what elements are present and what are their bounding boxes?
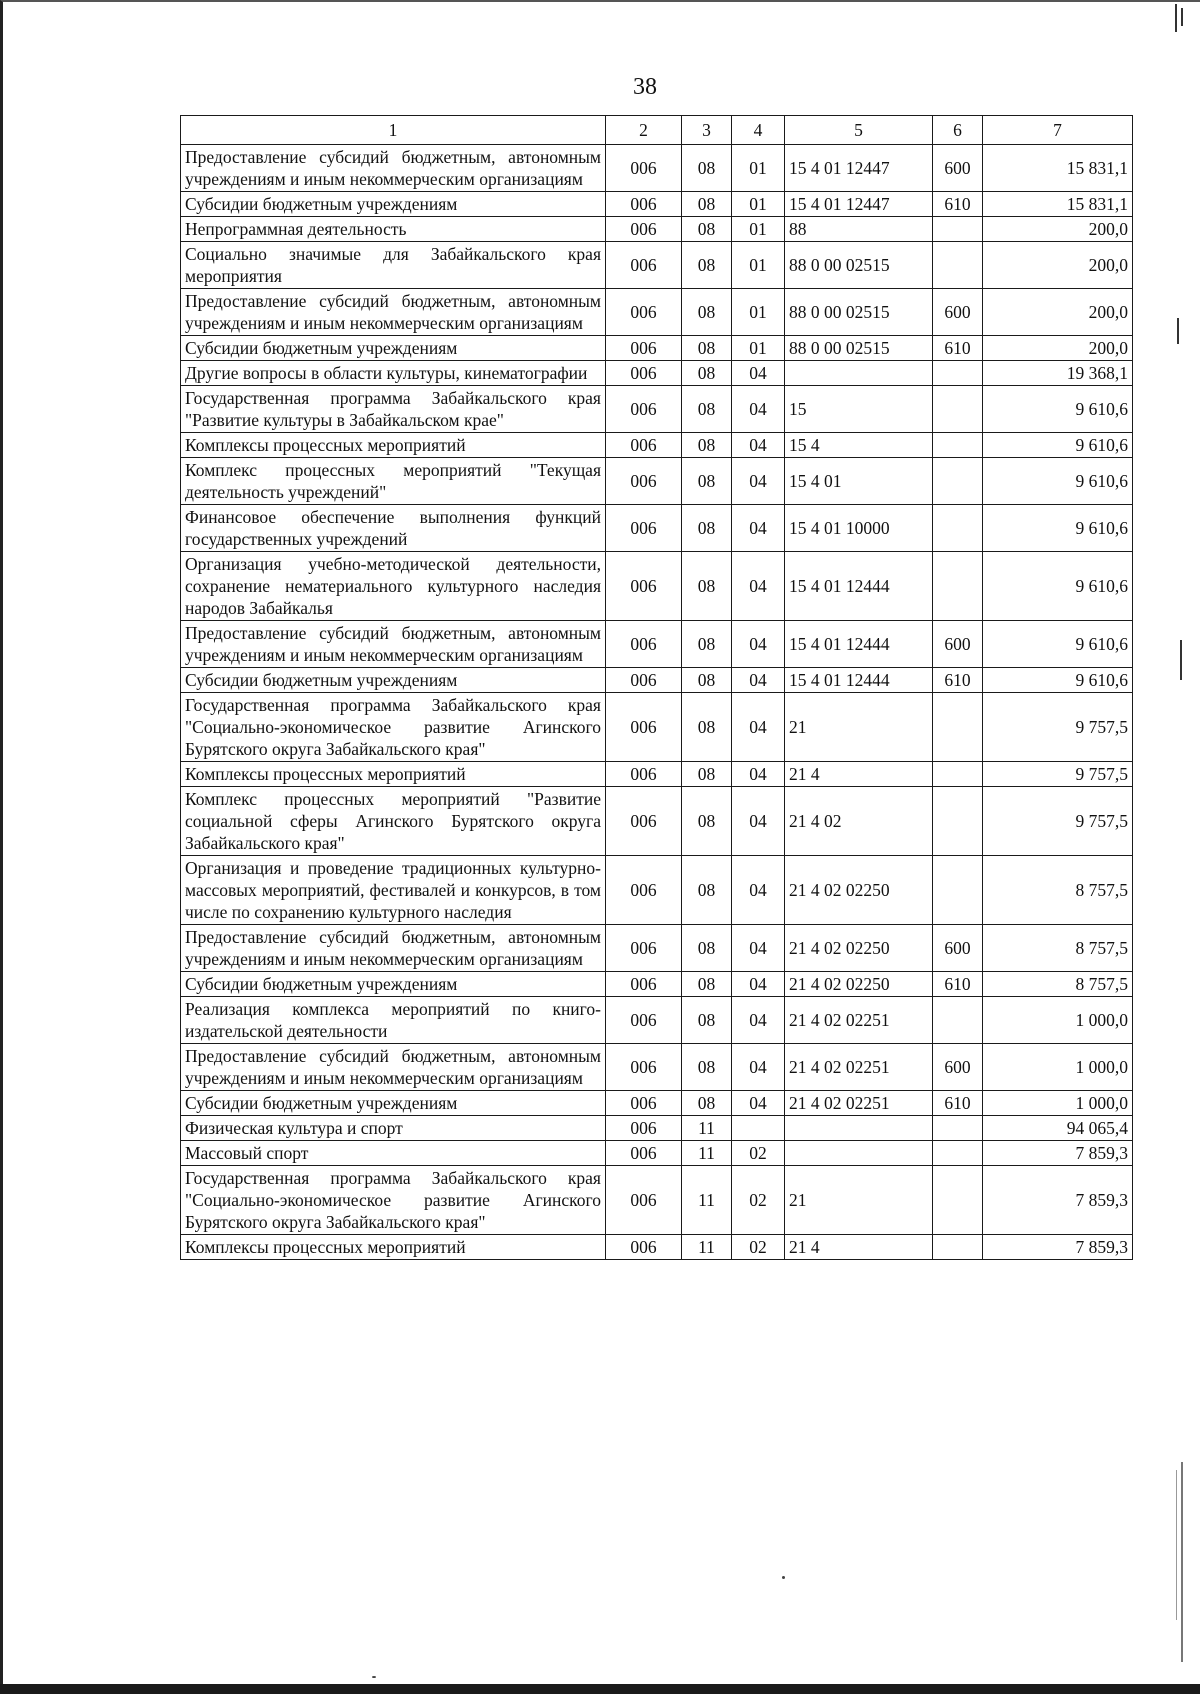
admin-code-cell: 006 — [606, 1141, 682, 1166]
expense-type-code-cell — [933, 856, 983, 925]
scan-artifact — [1181, 1462, 1183, 1662]
target-article-code-cell: 21 4 — [785, 762, 933, 787]
column-header-rz: 3 — [682, 116, 732, 145]
section-code-cell: 08 — [682, 192, 732, 217]
table-row — [181, 217, 1133, 242]
section-code-cell: 08 — [682, 856, 732, 925]
budget-table — [180, 115, 1133, 1260]
expense-type-code-cell — [933, 433, 983, 458]
subsection-code-cell: 04 — [732, 361, 785, 386]
target-article-code-cell: 15 4 01 12444 — [785, 552, 933, 621]
item-name-cell: Предоставление субсидий бюджетным, автономным учреждениям и иным некоммерческим организациям — [181, 145, 606, 192]
admin-code-cell: 006 — [606, 386, 682, 433]
table-row — [181, 289, 1133, 336]
header-row — [181, 116, 1133, 145]
subsection-code-cell: 04 — [732, 505, 785, 552]
target-article-code-cell: 21 4 02 — [785, 787, 933, 856]
admin-code-cell: 006 — [606, 997, 682, 1044]
target-article-code-cell: 21 4 — [785, 1235, 933, 1260]
amount-cell: 9 610,6 — [983, 386, 1133, 433]
target-article-code-cell: 21 4 02 02251 — [785, 997, 933, 1044]
amount-cell: 8 757,5 — [983, 856, 1133, 925]
amount-cell: 1 000,0 — [983, 1091, 1133, 1116]
column-header-vr: 6 — [933, 116, 983, 145]
subsection-code-cell: 04 — [732, 668, 785, 693]
table-row — [181, 1091, 1133, 1116]
admin-code-cell: 006 — [606, 336, 682, 361]
subsection-code-cell: 01 — [732, 145, 785, 192]
expense-type-code-cell — [933, 693, 983, 762]
table-row — [181, 621, 1133, 668]
item-name-cell: Субсидии бюджетным учреждениям — [181, 336, 606, 361]
target-article-code-cell — [785, 1141, 933, 1166]
section-code-cell: 08 — [682, 552, 732, 621]
amount-cell: 9 757,5 — [983, 762, 1133, 787]
expense-type-code-cell: 600 — [933, 145, 983, 192]
admin-code-cell: 006 — [606, 925, 682, 972]
table-row — [181, 336, 1133, 361]
target-article-code-cell: 88 0 00 02515 — [785, 242, 933, 289]
admin-code-cell: 006 — [606, 856, 682, 925]
scan-bottom-edge — [0, 1684, 1200, 1694]
subsection-code-cell: 04 — [732, 997, 785, 1044]
item-name-cell: Комплекс процессных мероприятий "Развитие социальной сферы Агинского Бурятского округа Забайкальского края" — [181, 787, 606, 856]
item-name-cell: Массовый спорт — [181, 1141, 606, 1166]
amount-cell: 9 757,5 — [983, 787, 1133, 856]
amount-cell: 9 757,5 — [983, 693, 1133, 762]
target-article-code-cell: 21 4 02 02251 — [785, 1044, 933, 1091]
amount-cell: 15 831,1 — [983, 145, 1133, 192]
section-code-cell: 08 — [682, 925, 732, 972]
scan-speck — [782, 1576, 785, 1579]
expense-type-code-cell: 600 — [933, 925, 983, 972]
target-article-code-cell: 21 4 02 02251 — [785, 1091, 933, 1116]
table-row — [181, 1116, 1133, 1141]
item-name-cell: Другие вопросы в области культуры, кинематографии — [181, 361, 606, 386]
admin-code-cell: 006 — [606, 289, 682, 336]
item-name-cell: Комплексы процессных мероприятий — [181, 762, 606, 787]
table-row — [181, 1141, 1133, 1166]
subsection-code-cell: 01 — [732, 336, 785, 361]
section-code-cell: 08 — [682, 668, 732, 693]
item-name-cell: Предоставление субсидий бюджетным, автономным учреждениям и иным некоммерческим организациям — [181, 925, 606, 972]
table-row — [181, 668, 1133, 693]
target-article-code-cell: 15 4 01 10000 — [785, 505, 933, 552]
item-name-cell: Физическая культура и спорт — [181, 1116, 606, 1141]
table-row — [181, 552, 1133, 621]
table-row — [181, 145, 1133, 192]
subsection-code-cell: 01 — [732, 242, 785, 289]
admin-code-cell: 006 — [606, 361, 682, 386]
subsection-code-cell: 02 — [732, 1166, 785, 1235]
expense-type-code-cell — [933, 997, 983, 1044]
section-code-cell: 08 — [682, 217, 732, 242]
item-name-cell: Социально значимые для Забайкальского края мероприятия — [181, 242, 606, 289]
admin-code-cell: 006 — [606, 972, 682, 997]
expense-type-code-cell — [933, 217, 983, 242]
amount-cell: 9 610,6 — [983, 668, 1133, 693]
table-row — [181, 458, 1133, 505]
column-header-cs: 5 — [785, 116, 933, 145]
amount-cell: 94 065,4 — [983, 1116, 1133, 1141]
subsection-code-cell: 04 — [732, 1091, 785, 1116]
target-article-code-cell: 21 — [785, 693, 933, 762]
amount-cell: 7 859,3 — [983, 1141, 1133, 1166]
admin-code-cell: 006 — [606, 458, 682, 505]
table-row — [181, 386, 1133, 433]
subsection-code-cell: 01 — [732, 192, 785, 217]
amount-cell: 7 859,3 — [983, 1166, 1133, 1235]
item-name-cell: Предоставление субсидий бюджетным, автономным учреждениям и иным некоммерческим организациям — [181, 289, 606, 336]
subsection-code-cell: 04 — [732, 386, 785, 433]
item-name-cell: Субсидии бюджетным учреждениям — [181, 668, 606, 693]
admin-code-cell: 006 — [606, 621, 682, 668]
item-name-cell: Государственная программа Забайкальского края "Социально-экономическое развитие Агинского Бурятского округа Забайкальского края" — [181, 1166, 606, 1235]
target-article-code-cell: 21 4 02 02250 — [785, 856, 933, 925]
scan-artifact — [1177, 318, 1179, 344]
item-name-cell: Реализация комплекса мероприятий по книгоиздательской деятельности — [181, 997, 606, 1044]
table-row — [181, 787, 1133, 856]
table-row — [181, 1166, 1133, 1235]
item-name-cell: Организация и проведение традиционных культурно-массовых мероприятий, фестивалей и конкурсов, в том числе по сохранению культурного наследия — [181, 856, 606, 925]
section-code-cell: 11 — [682, 1166, 732, 1235]
target-article-code-cell: 88 — [785, 217, 933, 242]
subsection-code-cell: 04 — [732, 552, 785, 621]
amount-cell: 1 000,0 — [983, 997, 1133, 1044]
expense-type-code-cell — [933, 552, 983, 621]
table-row — [181, 192, 1133, 217]
expense-type-code-cell — [933, 787, 983, 856]
scan-artifact — [1181, 8, 1183, 26]
table-row — [181, 242, 1133, 289]
section-code-cell: 11 — [682, 1141, 732, 1166]
amount-cell: 200,0 — [983, 217, 1133, 242]
section-code-cell: 08 — [682, 336, 732, 361]
admin-code-cell: 006 — [606, 1091, 682, 1116]
scan-speck — [372, 1676, 376, 1678]
expense-type-code-cell: 610 — [933, 192, 983, 217]
expense-type-code-cell: 610 — [933, 1091, 983, 1116]
table-row — [181, 856, 1133, 925]
subsection-code-cell: 04 — [732, 972, 785, 997]
subsection-code-cell: 04 — [732, 787, 785, 856]
table-row — [181, 1044, 1133, 1091]
target-article-code-cell: 88 0 00 02515 — [785, 289, 933, 336]
expense-type-code-cell — [933, 458, 983, 505]
target-article-code-cell: 15 4 01 — [785, 458, 933, 505]
page-number: 38 — [633, 74, 657, 100]
column-header-name: 1 — [181, 116, 606, 145]
section-code-cell: 08 — [682, 433, 732, 458]
item-name-cell: Предоставление субсидий бюджетным, автономным учреждениям и иным некоммерческим организациям — [181, 1044, 606, 1091]
expense-type-code-cell: 600 — [933, 1044, 983, 1091]
amount-cell: 9 610,6 — [983, 458, 1133, 505]
subsection-code-cell: 04 — [732, 693, 785, 762]
admin-code-cell: 006 — [606, 505, 682, 552]
subsection-code-cell: 04 — [732, 621, 785, 668]
section-code-cell: 08 — [682, 145, 732, 192]
section-code-cell: 08 — [682, 621, 732, 668]
target-article-code-cell: 15 4 01 12447 — [785, 145, 933, 192]
expense-type-code-cell — [933, 361, 983, 386]
item-name-cell: Комплексы процессных мероприятий — [181, 1235, 606, 1260]
expense-type-code-cell: 610 — [933, 972, 983, 997]
subsection-code-cell: 04 — [732, 1044, 785, 1091]
amount-cell: 19 368,1 — [983, 361, 1133, 386]
section-code-cell: 08 — [682, 289, 732, 336]
section-code-cell: 08 — [682, 458, 732, 505]
table-body — [181, 145, 1133, 1260]
expense-type-code-cell: 610 — [933, 668, 983, 693]
amount-cell: 9 610,6 — [983, 433, 1133, 458]
target-article-code-cell — [785, 361, 933, 386]
subsection-code-cell: 01 — [732, 217, 785, 242]
table-row — [181, 762, 1133, 787]
target-article-code-cell: 21 4 02 02250 — [785, 925, 933, 972]
section-code-cell: 08 — [682, 997, 732, 1044]
section-code-cell: 08 — [682, 361, 732, 386]
amount-cell: 1 000,0 — [983, 1044, 1133, 1091]
section-code-cell: 08 — [682, 762, 732, 787]
admin-code-cell: 006 — [606, 1116, 682, 1141]
target-article-code-cell — [785, 1116, 933, 1141]
amount-cell: 9 610,6 — [983, 621, 1133, 668]
admin-code-cell: 006 — [606, 693, 682, 762]
table-row — [181, 433, 1133, 458]
subsection-code-cell: 04 — [732, 762, 785, 787]
target-article-code-cell: 88 0 00 02515 — [785, 336, 933, 361]
item-name-cell: Организация учебно-методической деятельности, сохранение нематериального культурного наследия народов Забайкалья — [181, 552, 606, 621]
amount-cell: 8 757,5 — [983, 972, 1133, 997]
expense-type-code-cell — [933, 1116, 983, 1141]
admin-code-cell: 006 — [606, 145, 682, 192]
admin-code-cell: 006 — [606, 668, 682, 693]
section-code-cell: 08 — [682, 242, 732, 289]
admin-code-cell: 006 — [606, 1166, 682, 1235]
table-row — [181, 997, 1133, 1044]
section-code-cell: 11 — [682, 1235, 732, 1260]
section-code-cell: 08 — [682, 787, 732, 856]
target-article-code-cell: 21 4 02 02250 — [785, 972, 933, 997]
amount-cell: 200,0 — [983, 242, 1133, 289]
expense-type-code-cell: 600 — [933, 289, 983, 336]
table-row — [181, 1235, 1133, 1260]
scan-artifact — [1175, 4, 1177, 32]
admin-code-cell: 006 — [606, 762, 682, 787]
amount-cell: 9 610,6 — [983, 552, 1133, 621]
subsection-code-cell: 02 — [732, 1235, 785, 1260]
section-code-cell: 11 — [682, 1116, 732, 1141]
amount-cell: 7 859,3 — [983, 1235, 1133, 1260]
section-code-cell: 08 — [682, 386, 732, 433]
expense-type-code-cell — [933, 386, 983, 433]
scan-artifact — [1180, 640, 1182, 680]
expense-type-code-cell — [933, 242, 983, 289]
expense-type-code-cell — [933, 1235, 983, 1260]
item-name-cell: Финансовое обеспечение выполнения функций государственных учреждений — [181, 505, 606, 552]
item-name-cell: Субсидии бюджетным учреждениям — [181, 192, 606, 217]
amount-cell: 200,0 — [983, 289, 1133, 336]
amount-cell: 15 831,1 — [983, 192, 1133, 217]
admin-code-cell: 006 — [606, 1235, 682, 1260]
item-name-cell: Субсидии бюджетным учреждениям — [181, 972, 606, 997]
subsection-code-cell: 04 — [732, 925, 785, 972]
expense-type-code-cell — [933, 505, 983, 552]
target-article-code-cell: 15 4 — [785, 433, 933, 458]
item-name-cell: Государственная программа Забайкальского края "Развитие культуры в Забайкальском крае" — [181, 386, 606, 433]
item-name-cell: Государственная программа Забайкальского края "Социально-экономическое развитие Агинского Бурятского округа Забайкальского края" — [181, 693, 606, 762]
amount-cell: 200,0 — [983, 336, 1133, 361]
amount-cell: 8 757,5 — [983, 925, 1133, 972]
subsection-code-cell: 04 — [732, 433, 785, 458]
admin-code-cell: 006 — [606, 552, 682, 621]
admin-code-cell: 006 — [606, 242, 682, 289]
admin-code-cell: 006 — [606, 192, 682, 217]
subsection-code-cell: 02 — [732, 1141, 785, 1166]
target-article-code-cell: 15 4 01 12444 — [785, 621, 933, 668]
scan-artifact — [1176, 1470, 1177, 1620]
amount-cell: 9 610,6 — [983, 505, 1133, 552]
table-row — [181, 925, 1133, 972]
item-name-cell: Непрограммная деятельность — [181, 217, 606, 242]
target-article-code-cell: 15 — [785, 386, 933, 433]
item-name-cell: Предоставление субсидий бюджетным, автономным учреждениям и иным некоммерческим организациям — [181, 621, 606, 668]
table-row — [181, 505, 1133, 552]
section-code-cell: 08 — [682, 693, 732, 762]
item-name-cell: Комплексы процессных мероприятий — [181, 433, 606, 458]
admin-code-cell: 006 — [606, 1044, 682, 1091]
item-name-cell: Субсидии бюджетным учреждениям — [181, 1091, 606, 1116]
subsection-code-cell: 01 — [732, 289, 785, 336]
subsection-code-cell: 04 — [732, 856, 785, 925]
admin-code-cell: 006 — [606, 433, 682, 458]
target-article-code-cell: 21 — [785, 1166, 933, 1235]
column-header-gr: 2 — [606, 116, 682, 145]
expense-type-code-cell — [933, 1166, 983, 1235]
subsection-code-cell: 04 — [732, 458, 785, 505]
section-code-cell: 08 — [682, 1044, 732, 1091]
column-header-sum: 7 — [983, 116, 1133, 145]
target-article-code-cell: 15 4 01 12447 — [785, 192, 933, 217]
subsection-code-cell — [732, 1116, 785, 1141]
admin-code-cell: 006 — [606, 787, 682, 856]
section-code-cell: 08 — [682, 1091, 732, 1116]
table-row — [181, 361, 1133, 386]
expense-type-code-cell — [933, 1141, 983, 1166]
table-row — [181, 693, 1133, 762]
admin-code-cell: 006 — [606, 217, 682, 242]
expense-type-code-cell: 600 — [933, 621, 983, 668]
item-name-cell: Комплекс процессных мероприятий "Текущая деятельность учреждений" — [181, 458, 606, 505]
target-article-code-cell: 15 4 01 12444 — [785, 668, 933, 693]
column-header-pr: 4 — [732, 116, 785, 145]
table-row — [181, 972, 1133, 997]
section-code-cell: 08 — [682, 505, 732, 552]
expense-type-code-cell — [933, 762, 983, 787]
section-code-cell: 08 — [682, 972, 732, 997]
expense-type-code-cell: 610 — [933, 336, 983, 361]
